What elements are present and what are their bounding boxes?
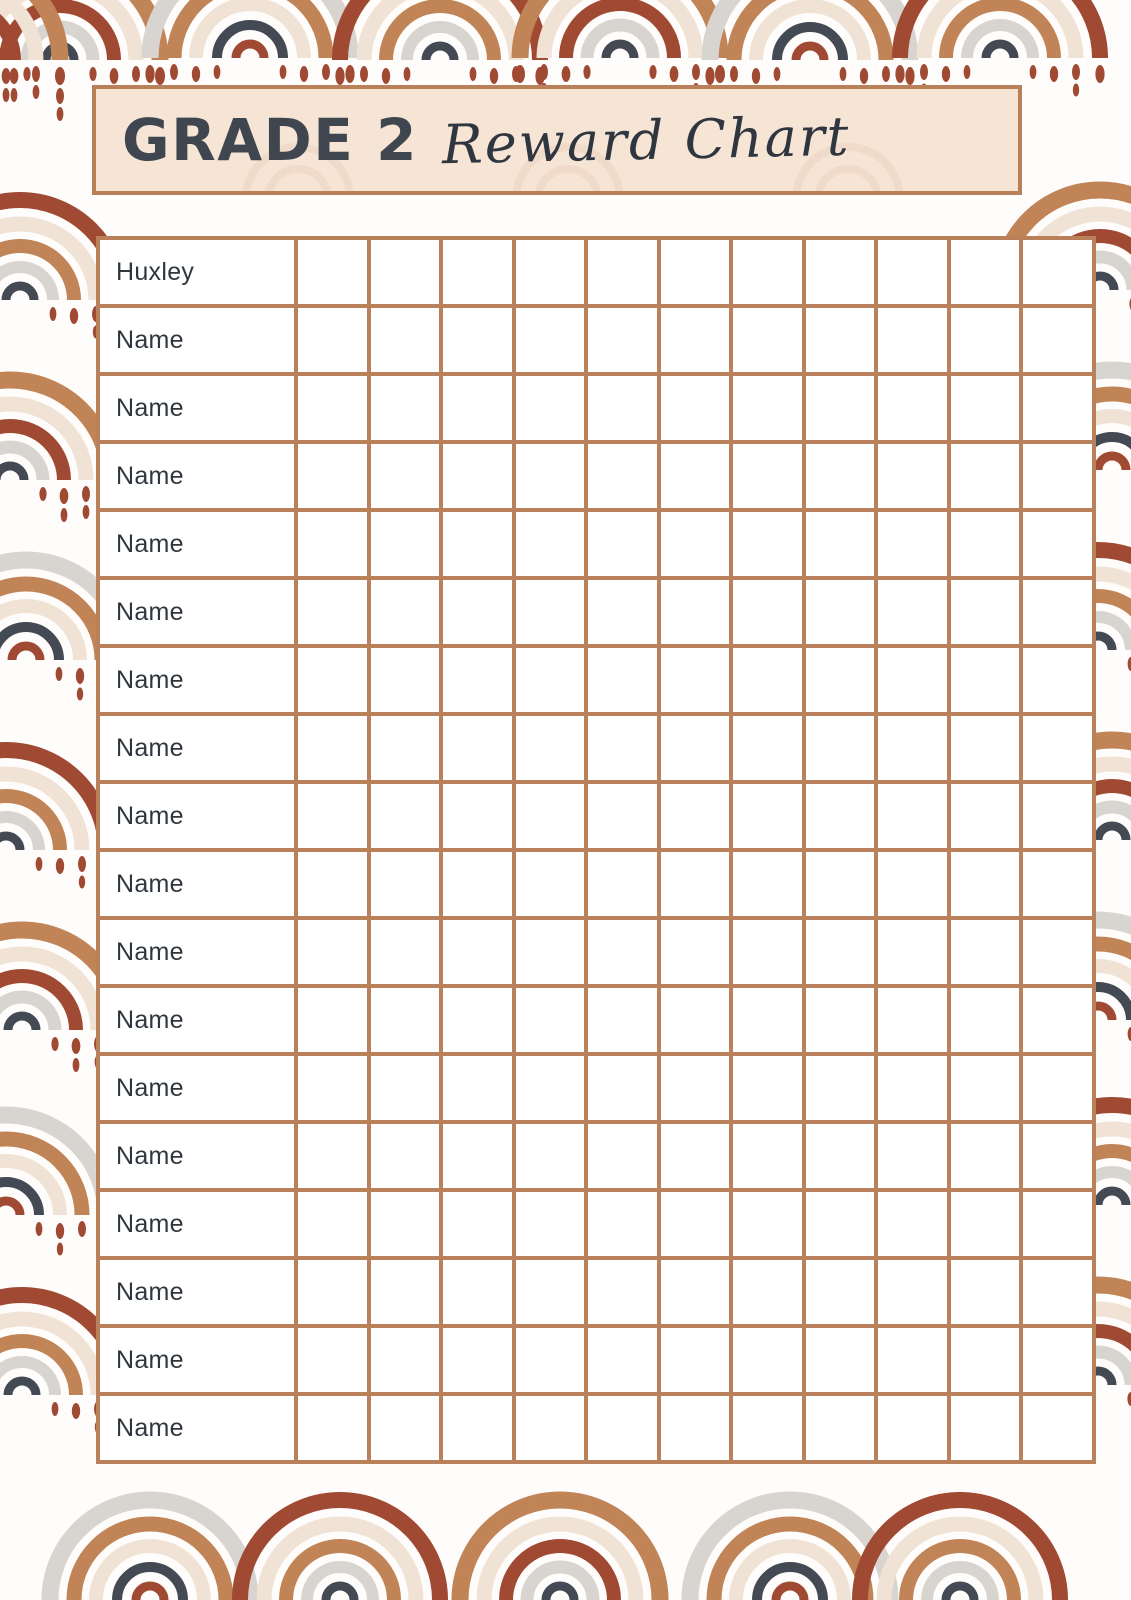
reward-checkbox-cell[interactable] bbox=[296, 714, 369, 782]
reward-checkbox-cell[interactable] bbox=[876, 782, 949, 850]
reward-checkbox-cell[interactable] bbox=[876, 374, 949, 442]
reward-checkbox-cell[interactable] bbox=[949, 1394, 1022, 1462]
reward-checkbox-cell[interactable] bbox=[876, 306, 949, 374]
reward-checkbox-cell[interactable] bbox=[804, 306, 877, 374]
reward-checkbox-cell[interactable] bbox=[441, 850, 514, 918]
reward-checkbox-cell[interactable] bbox=[731, 578, 804, 646]
reward-checkbox-cell[interactable] bbox=[369, 782, 442, 850]
reward-checkbox-cell[interactable] bbox=[369, 1122, 442, 1190]
table-row bbox=[98, 306, 1094, 374]
reward-checkbox-cell[interactable] bbox=[1021, 1122, 1094, 1190]
student-name-cell[interactable]: Name bbox=[98, 986, 296, 1054]
reward-checkbox-cell[interactable] bbox=[441, 1122, 514, 1190]
reward-checkbox-cell[interactable] bbox=[659, 646, 732, 714]
reward-checkbox-cell[interactable] bbox=[369, 714, 442, 782]
reward-checkbox-cell[interactable] bbox=[296, 1054, 369, 1122]
reward-checkbox-cell[interactable] bbox=[876, 646, 949, 714]
reward-checkbox-cell[interactable] bbox=[876, 238, 949, 306]
reward-checkbox-cell[interactable] bbox=[369, 374, 442, 442]
table-row bbox=[98, 782, 1094, 850]
reward-checkbox-cell[interactable] bbox=[659, 714, 732, 782]
reward-checkbox-cell[interactable] bbox=[731, 1394, 804, 1462]
reward-checkbox-cell[interactable] bbox=[441, 1394, 514, 1462]
reward-checkbox-cell[interactable] bbox=[659, 238, 732, 306]
reward-checkbox-cell[interactable] bbox=[514, 1122, 587, 1190]
student-name-cell[interactable]: Name bbox=[98, 646, 296, 714]
reward-checkbox-cell[interactable] bbox=[514, 1190, 587, 1258]
reward-checkbox-cell[interactable] bbox=[731, 918, 804, 986]
reward-checkbox-cell[interactable] bbox=[296, 1258, 369, 1326]
reward-checkbox-cell[interactable] bbox=[369, 1326, 442, 1394]
reward-checkbox-cell[interactable] bbox=[659, 442, 732, 510]
reward-checkbox-cell[interactable] bbox=[731, 1258, 804, 1326]
reward-checkbox-cell[interactable] bbox=[369, 442, 442, 510]
reward-checkbox-cell[interactable] bbox=[731, 1326, 804, 1394]
reward-checkbox-cell[interactable] bbox=[369, 578, 442, 646]
reward-checkbox-cell[interactable] bbox=[659, 850, 732, 918]
reward-checkbox-cell[interactable] bbox=[514, 1394, 587, 1462]
reward-checkbox-cell[interactable] bbox=[949, 918, 1022, 986]
reward-checkbox-cell[interactable] bbox=[296, 1394, 369, 1462]
reward-checkbox-cell[interactable] bbox=[514, 442, 587, 510]
reward-checkbox-cell[interactable] bbox=[731, 1122, 804, 1190]
reward-checkbox-cell[interactable] bbox=[586, 850, 659, 918]
reward-checkbox-cell[interactable] bbox=[1021, 374, 1094, 442]
reward-checkbox-cell[interactable] bbox=[731, 646, 804, 714]
student-name-cell[interactable]: Name bbox=[98, 1326, 296, 1394]
reward-checkbox-cell[interactable] bbox=[369, 1394, 442, 1462]
reward-checkbox-cell[interactable] bbox=[441, 510, 514, 578]
reward-checkbox-cell[interactable] bbox=[731, 374, 804, 442]
reward-checkbox-cell[interactable] bbox=[369, 238, 442, 306]
reward-checkbox-cell[interactable] bbox=[586, 1394, 659, 1462]
page-title-grade: GRADE 2 bbox=[122, 106, 418, 174]
reward-checkbox-cell[interactable] bbox=[586, 442, 659, 510]
reward-checkbox-cell[interactable] bbox=[876, 442, 949, 510]
reward-checkbox-cell[interactable] bbox=[514, 1258, 587, 1326]
table-row bbox=[98, 510, 1094, 578]
reward-checkbox-cell[interactable] bbox=[731, 850, 804, 918]
reward-checkbox-cell[interactable] bbox=[1021, 918, 1094, 986]
reward-checkbox-cell[interactable] bbox=[369, 1258, 442, 1326]
page-title-script: Reward Chart bbox=[441, 104, 851, 176]
reward-checkbox-cell[interactable] bbox=[586, 238, 659, 306]
reward-checkbox-cell[interactable] bbox=[296, 782, 369, 850]
reward-checkbox-cell[interactable] bbox=[659, 1258, 732, 1326]
reward-checkbox-cell[interactable] bbox=[731, 782, 804, 850]
reward-checkbox-cell[interactable] bbox=[949, 510, 1022, 578]
title-banner bbox=[92, 85, 1022, 195]
reward-checkbox-cell[interactable] bbox=[949, 1122, 1022, 1190]
reward-checkbox-cell[interactable] bbox=[949, 1054, 1022, 1122]
reward-checkbox-cell[interactable] bbox=[804, 850, 877, 918]
reward-checkbox-cell[interactable] bbox=[804, 1190, 877, 1258]
reward-checkbox-cell[interactable] bbox=[876, 1394, 949, 1462]
reward-checkbox-cell[interactable] bbox=[949, 306, 1022, 374]
student-name-cell[interactable]: Name bbox=[98, 442, 296, 510]
reward-checkbox-cell[interactable] bbox=[1021, 714, 1094, 782]
student-name-cell[interactable]: Huxley bbox=[98, 238, 296, 306]
reward-checkbox-cell[interactable] bbox=[804, 1258, 877, 1326]
table-row bbox=[98, 646, 1094, 714]
reward-checkbox-cell[interactable] bbox=[804, 646, 877, 714]
student-name-cell[interactable]: Name bbox=[98, 510, 296, 578]
reward-checkbox-cell[interactable] bbox=[586, 1054, 659, 1122]
reward-checkbox-cell[interactable] bbox=[659, 1190, 732, 1258]
reward-checkbox-cell[interactable] bbox=[514, 1326, 587, 1394]
reward-checkbox-cell[interactable] bbox=[804, 1394, 877, 1462]
table-row bbox=[98, 1122, 1094, 1190]
reward-checkbox-cell[interactable] bbox=[514, 986, 587, 1054]
reward-checkbox-cell[interactable] bbox=[876, 918, 949, 986]
reward-checkbox-cell[interactable] bbox=[1021, 1326, 1094, 1394]
reward-checkbox-cell[interactable] bbox=[1021, 306, 1094, 374]
student-name-cell[interactable]: Name bbox=[98, 578, 296, 646]
reward-checkbox-cell[interactable] bbox=[586, 510, 659, 578]
reward-checkbox-cell[interactable] bbox=[1021, 782, 1094, 850]
table-body bbox=[98, 238, 1094, 1462]
table-row bbox=[98, 1190, 1094, 1258]
reward-checkbox-cell[interactable] bbox=[514, 918, 587, 986]
reward-checkbox-cell[interactable] bbox=[296, 374, 369, 442]
reward-checkbox-cell[interactable] bbox=[1021, 238, 1094, 306]
reward-checkbox-cell[interactable] bbox=[586, 782, 659, 850]
reward-checkbox-cell[interactable] bbox=[296, 1326, 369, 1394]
reward-checkbox-cell[interactable] bbox=[441, 1054, 514, 1122]
reward-checkbox-cell[interactable] bbox=[804, 714, 877, 782]
reward-checkbox-cell[interactable] bbox=[659, 1122, 732, 1190]
reward-checkbox-cell[interactable] bbox=[441, 986, 514, 1054]
reward-checkbox-cell[interactable] bbox=[369, 510, 442, 578]
reward-checkbox-cell[interactable] bbox=[949, 782, 1022, 850]
reward-checkbox-cell[interactable] bbox=[369, 306, 442, 374]
student-name-cell[interactable]: Name bbox=[98, 374, 296, 442]
reward-checkbox-cell[interactable] bbox=[586, 1190, 659, 1258]
reward-checkbox-cell[interactable] bbox=[1021, 986, 1094, 1054]
reward-checkbox-cell[interactable] bbox=[659, 374, 732, 442]
student-name-cell[interactable]: Name bbox=[98, 1258, 296, 1326]
reward-checkbox-cell[interactable] bbox=[441, 782, 514, 850]
reward-checkbox-cell[interactable] bbox=[586, 918, 659, 986]
reward-checkbox-cell[interactable] bbox=[1021, 1258, 1094, 1326]
reward-checkbox-cell[interactable] bbox=[441, 1258, 514, 1326]
reward-checkbox-cell[interactable] bbox=[586, 1326, 659, 1394]
reward-checkbox-cell[interactable] bbox=[296, 578, 369, 646]
reward-checkbox-cell[interactable] bbox=[949, 578, 1022, 646]
reward-checkbox-cell[interactable] bbox=[876, 1326, 949, 1394]
reward-checkbox-cell[interactable] bbox=[441, 442, 514, 510]
reward-checkbox-cell[interactable] bbox=[876, 850, 949, 918]
reward-checkbox-cell[interactable] bbox=[731, 442, 804, 510]
reward-checkbox-cell[interactable] bbox=[659, 918, 732, 986]
reward-checkbox-cell[interactable] bbox=[586, 986, 659, 1054]
reward-checkbox-cell[interactable] bbox=[1021, 510, 1094, 578]
reward-checkbox-cell[interactable] bbox=[659, 1394, 732, 1462]
reward-checkbox-cell[interactable] bbox=[876, 986, 949, 1054]
reward-checkbox-cell[interactable] bbox=[514, 374, 587, 442]
reward-chart-table-wrap bbox=[96, 236, 1018, 1464]
reward-checkbox-cell[interactable] bbox=[514, 1054, 587, 1122]
student-name-cell[interactable]: Name bbox=[98, 306, 296, 374]
reward-checkbox-cell[interactable] bbox=[441, 306, 514, 374]
reward-checkbox-cell[interactable] bbox=[659, 986, 732, 1054]
reward-checkbox-cell[interactable] bbox=[296, 986, 369, 1054]
table-row bbox=[98, 442, 1094, 510]
reward-checkbox-cell[interactable] bbox=[1021, 1054, 1094, 1122]
reward-checkbox-cell[interactable] bbox=[949, 646, 1022, 714]
reward-checkbox-cell[interactable] bbox=[949, 850, 1022, 918]
reward-checkbox-cell[interactable] bbox=[369, 646, 442, 714]
reward-checkbox-cell[interactable] bbox=[804, 578, 877, 646]
reward-checkbox-cell[interactable] bbox=[514, 578, 587, 646]
reward-checkbox-cell[interactable] bbox=[586, 578, 659, 646]
reward-checkbox-cell[interactable] bbox=[949, 986, 1022, 1054]
reward-checkbox-cell[interactable] bbox=[876, 1258, 949, 1326]
reward-checkbox-cell[interactable] bbox=[586, 714, 659, 782]
reward-checkbox-cell[interactable] bbox=[949, 1326, 1022, 1394]
reward-checkbox-cell[interactable] bbox=[659, 1326, 732, 1394]
table-row bbox=[98, 578, 1094, 646]
reward-checkbox-cell[interactable] bbox=[949, 238, 1022, 306]
table-row bbox=[98, 374, 1094, 442]
reward-checkbox-cell[interactable] bbox=[441, 238, 514, 306]
reward-checkbox-cell[interactable] bbox=[659, 510, 732, 578]
reward-checkbox-cell[interactable] bbox=[296, 918, 369, 986]
reward-checkbox-cell[interactable] bbox=[586, 646, 659, 714]
reward-checkbox-cell[interactable] bbox=[296, 1122, 369, 1190]
reward-checkbox-cell[interactable] bbox=[514, 510, 587, 578]
table-row bbox=[98, 986, 1094, 1054]
reward-checkbox-cell[interactable] bbox=[296, 510, 369, 578]
student-name-cell[interactable]: Name bbox=[98, 1054, 296, 1122]
reward-checkbox-cell[interactable] bbox=[296, 850, 369, 918]
student-name-cell[interactable]: Name bbox=[98, 714, 296, 782]
reward-checkbox-cell[interactable] bbox=[369, 1190, 442, 1258]
reward-checkbox-cell[interactable] bbox=[1021, 850, 1094, 918]
table-row bbox=[98, 714, 1094, 782]
table-row bbox=[98, 1326, 1094, 1394]
reward-checkbox-cell[interactable] bbox=[731, 714, 804, 782]
reward-checkbox-cell[interactable] bbox=[441, 578, 514, 646]
table-row bbox=[98, 850, 1094, 918]
reward-checkbox-cell[interactable] bbox=[731, 1054, 804, 1122]
reward-checkbox-cell[interactable] bbox=[659, 578, 732, 646]
reward-checkbox-cell[interactable] bbox=[804, 238, 877, 306]
reward-checkbox-cell[interactable] bbox=[296, 646, 369, 714]
reward-checkbox-cell[interactable] bbox=[949, 374, 1022, 442]
reward-checkbox-cell[interactable] bbox=[369, 986, 442, 1054]
table-row bbox=[98, 918, 1094, 986]
reward-checkbox-cell[interactable] bbox=[369, 1054, 442, 1122]
reward-checkbox-cell[interactable] bbox=[731, 986, 804, 1054]
reward-checkbox-cell[interactable] bbox=[296, 1190, 369, 1258]
reward-checkbox-cell[interactable] bbox=[514, 714, 587, 782]
student-name-cell[interactable]: Name bbox=[98, 1190, 296, 1258]
reward-checkbox-cell[interactable] bbox=[514, 306, 587, 374]
reward-checkbox-cell[interactable] bbox=[876, 578, 949, 646]
reward-checkbox-cell[interactable] bbox=[1021, 442, 1094, 510]
reward-checkbox-cell[interactable] bbox=[804, 1326, 877, 1394]
reward-checkbox-cell[interactable] bbox=[1021, 1190, 1094, 1258]
student-name-cell[interactable]: Name bbox=[98, 1122, 296, 1190]
reward-checkbox-cell[interactable] bbox=[514, 238, 587, 306]
table-row bbox=[98, 1258, 1094, 1326]
reward-checkbox-cell[interactable] bbox=[1021, 1394, 1094, 1462]
reward-checkbox-cell[interactable] bbox=[659, 306, 732, 374]
reward-checkbox-cell[interactable] bbox=[441, 1326, 514, 1394]
reward-checkbox-cell[interactable] bbox=[876, 1122, 949, 1190]
reward-checkbox-cell[interactable] bbox=[659, 1054, 732, 1122]
reward-checkbox-cell[interactable] bbox=[804, 374, 877, 442]
reward-checkbox-cell[interactable] bbox=[731, 306, 804, 374]
reward-checkbox-cell[interactable] bbox=[296, 306, 369, 374]
reward-checkbox-cell[interactable] bbox=[369, 918, 442, 986]
reward-checkbox-cell[interactable] bbox=[586, 306, 659, 374]
reward-checkbox-cell[interactable] bbox=[369, 850, 442, 918]
reward-checkbox-cell[interactable] bbox=[731, 1190, 804, 1258]
table-row bbox=[98, 1394, 1094, 1462]
reward-checkbox-cell[interactable] bbox=[296, 238, 369, 306]
reward-checkbox-cell[interactable] bbox=[804, 1054, 877, 1122]
reward-checkbox-cell[interactable] bbox=[949, 1190, 1022, 1258]
reward-checkbox-cell[interactable] bbox=[731, 510, 804, 578]
reward-checkbox-cell[interactable] bbox=[586, 374, 659, 442]
student-name-cell[interactable]: Name bbox=[98, 782, 296, 850]
reward-checkbox-cell[interactable] bbox=[876, 1054, 949, 1122]
reward-checkbox-cell[interactable] bbox=[514, 782, 587, 850]
reward-checkbox-cell[interactable] bbox=[586, 1258, 659, 1326]
reward-checkbox-cell[interactable] bbox=[804, 510, 877, 578]
reward-checkbox-cell[interactable] bbox=[441, 714, 514, 782]
table-row bbox=[98, 1054, 1094, 1122]
reward-checkbox-cell[interactable] bbox=[296, 442, 369, 510]
reward-checkbox-cell[interactable] bbox=[659, 782, 732, 850]
reward-checkbox-cell[interactable] bbox=[804, 1122, 877, 1190]
reward-checkbox-cell[interactable] bbox=[949, 714, 1022, 782]
reward-checkbox-cell[interactable] bbox=[1021, 578, 1094, 646]
student-name-cell[interactable]: Name bbox=[98, 1394, 296, 1462]
reward-checkbox-cell[interactable] bbox=[804, 442, 877, 510]
student-name-cell[interactable]: Name bbox=[98, 918, 296, 986]
reward-checkbox-cell[interactable] bbox=[876, 714, 949, 782]
reward-checkbox-cell[interactable] bbox=[441, 374, 514, 442]
reward-checkbox-cell[interactable] bbox=[514, 850, 587, 918]
reward-checkbox-cell[interactable] bbox=[441, 1190, 514, 1258]
reward-checkbox-cell[interactable] bbox=[441, 646, 514, 714]
reward-checkbox-cell[interactable] bbox=[949, 1258, 1022, 1326]
reward-checkbox-cell[interactable] bbox=[804, 986, 877, 1054]
reward-checkbox-cell[interactable] bbox=[731, 238, 804, 306]
reward-checkbox-cell[interactable] bbox=[586, 1122, 659, 1190]
reward-chart-table bbox=[96, 236, 1096, 1464]
reward-checkbox-cell[interactable] bbox=[804, 918, 877, 986]
table-row bbox=[98, 238, 1094, 306]
reward-checkbox-cell[interactable] bbox=[441, 918, 514, 986]
reward-checkbox-cell[interactable] bbox=[1021, 646, 1094, 714]
reward-checkbox-cell[interactable] bbox=[804, 782, 877, 850]
reward-checkbox-cell[interactable] bbox=[514, 646, 587, 714]
student-name-cell[interactable]: Name bbox=[98, 850, 296, 918]
reward-checkbox-cell[interactable] bbox=[949, 442, 1022, 510]
reward-checkbox-cell[interactable] bbox=[876, 510, 949, 578]
reward-checkbox-cell[interactable] bbox=[876, 1190, 949, 1258]
